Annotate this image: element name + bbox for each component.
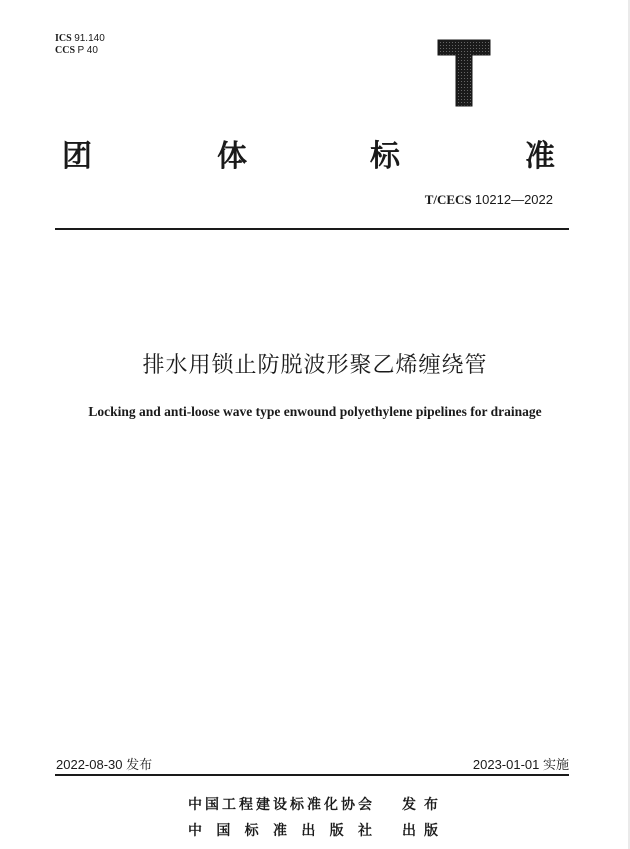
action-char: 出 [402,823,416,839]
org-char: 国 [205,797,219,813]
ccs-code-line [55,45,105,57]
action-char: 版 [424,823,438,839]
org-char: 准 [307,797,321,813]
standard-type-heading [62,131,562,174]
org-char: 设 [273,797,287,813]
org-char: 社 [357,823,372,839]
ics-code-line [55,33,105,45]
issuing-organization [188,794,372,814]
action-char: 布 [424,797,438,813]
org-char: 国 [216,823,231,839]
org-char: 程 [239,797,253,813]
standard-number [425,192,553,208]
standard-type-char: 团 [62,139,92,174]
title-chinese: 排水用锁止防脱波形聚乙烯缠绕管 [142,353,488,378]
standard-t-logo [436,38,492,108]
implementation-date: 2023-01-01 实施 [472,757,569,772]
classification-codes [55,33,105,57]
top-divider [55,228,569,230]
issue-date: 2022-08-30 发布 [56,757,153,772]
org-char: 中 [188,823,202,839]
publisher-organization [188,820,372,840]
bottom-divider [55,774,569,776]
org-char: 准 [272,823,287,839]
org-char: 化 [324,797,338,813]
org-char: 工 [222,797,236,813]
org-char: 建 [256,797,270,813]
standard-number-digits: 10212—2022 [474,192,553,207]
org-char: 出 [301,823,316,839]
t-logo-letter [438,40,490,106]
standard-type-char: 体 [217,139,247,174]
org-char: 会 [358,797,372,813]
standard-type-char: 标 [370,139,400,174]
org-char: 协 [341,797,355,813]
title-english: Locking and anti-loose wave type enwound polyethylene pipelines for drainage [88,404,542,419]
org-char: 版 [329,823,344,839]
standard-number-prefix: T/CECS [424,192,472,207]
publishing-action [402,820,438,840]
ics-label: ICS [55,33,72,44]
ccs-label: CCS [55,45,76,56]
action-char: 发 [402,797,416,813]
org-char: 中 [188,797,202,813]
ics-code: 91.140 [74,33,105,44]
standard-type-char: 准 [525,139,555,174]
issuing-action [402,794,438,814]
org-char: 标 [290,797,304,813]
ccs-code: P 40 [77,45,98,56]
org-char: 标 [244,823,259,839]
